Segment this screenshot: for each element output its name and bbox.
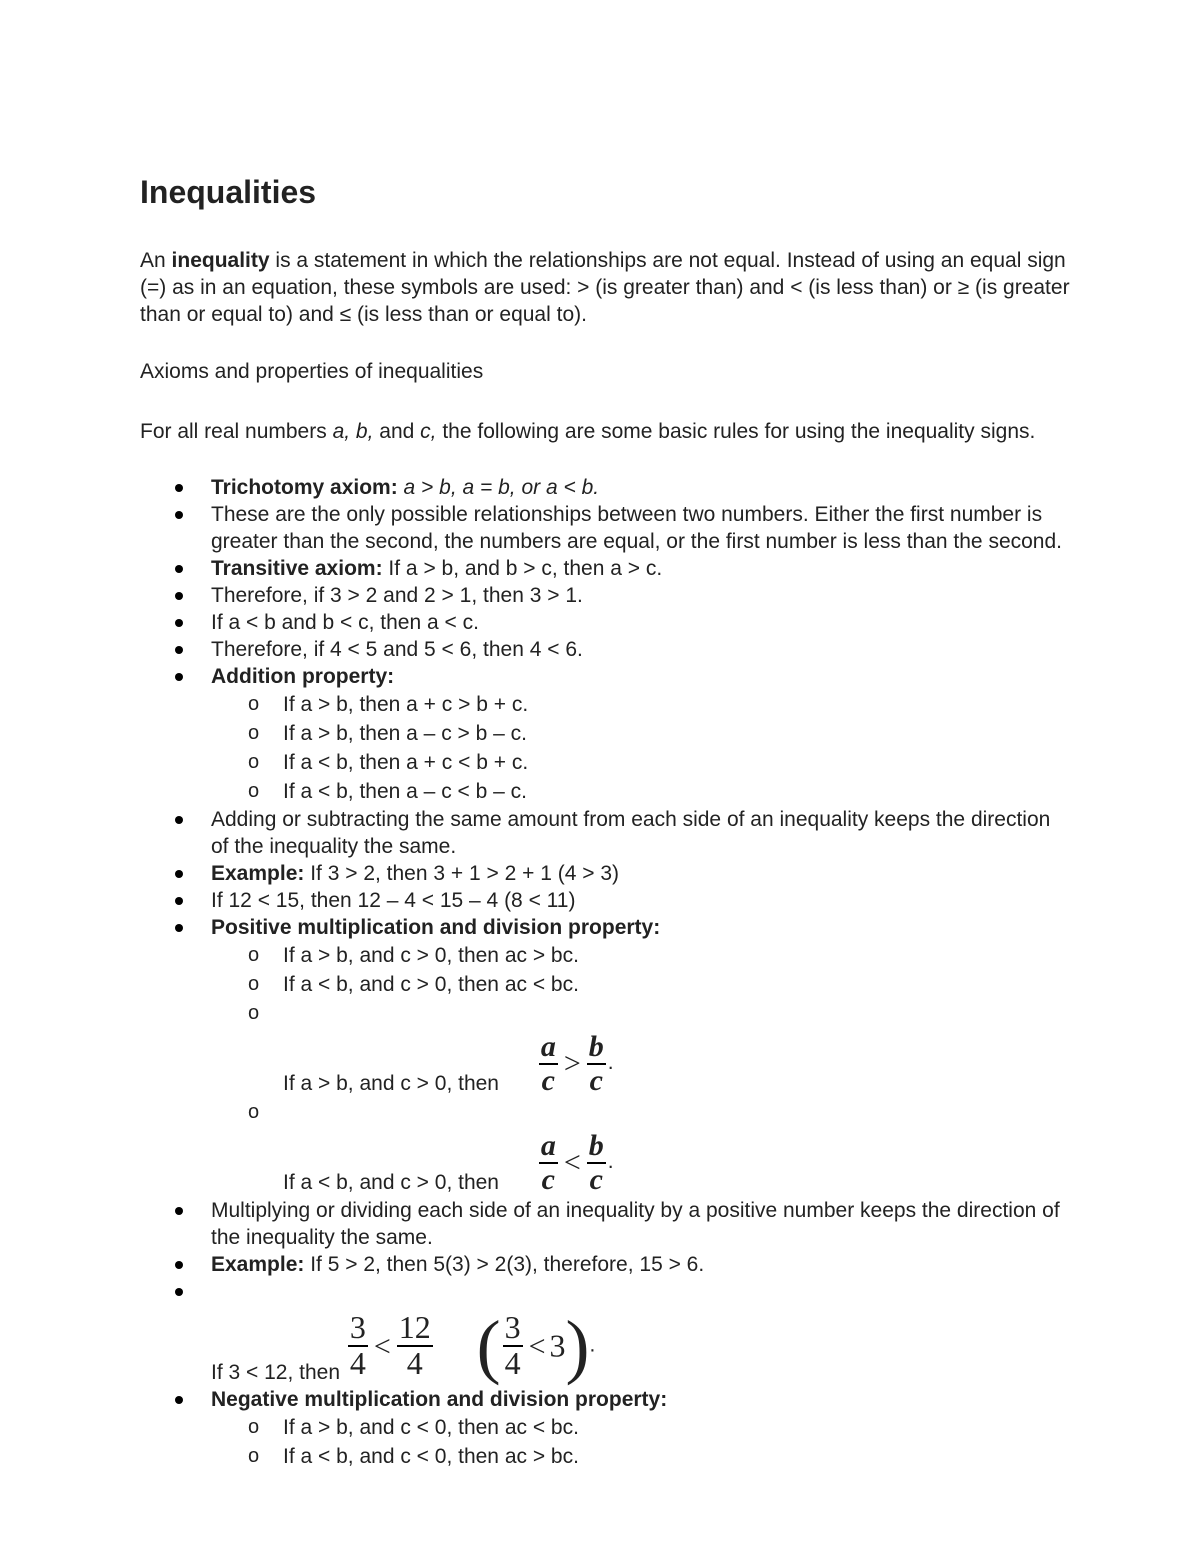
fraction-example: $\frac{3}{4}$ < $\frac{12}{4}$ ( $\frac{3}{4}$ < 3). (349, 1306, 596, 1386)
list-item: Adding or subtracting the same amount from each side of an inequality keeps the direction of the inequality the same. (140, 806, 1070, 860)
fraction-inequality: $\frac{a}{c}$ > $\frac{b}{c}$ . (540, 1030, 614, 1097)
list-item: Multiplying or dividing each side of an inequality by a positive number keeps the direction of the inequality the same. (140, 1197, 1070, 1251)
sub-item: o If a < b, and c > 0, then ac < bc. (211, 970, 1070, 999)
sub-item: o If a > b, and c > 0, then ac > bc. (211, 941, 1070, 970)
addition-sublist (211, 690, 1070, 806)
list-item: Addition property: o If a > b, then a + c > b + c. o If a > b, then a – c > b – c. o If a < b, then a + c < b + c. o If a < b, then a – c < b – c. (140, 663, 1070, 806)
list-item: If 12 < 15, then 12 – 4 < 15 – 4 (8 < 11) (140, 887, 1070, 914)
list-item: These are the only possible relationships between two numbers. Either the first number is greater than the second, the numbers are equal, or the first number is less than the second. (140, 501, 1070, 555)
sub-item: o If a > b, and c < 0, then ac < bc. (211, 1413, 1070, 1442)
section-heading: Axioms and properties of inequalities (140, 360, 484, 383)
list-item: Therefore, if 4 < 5 and 5 < 6, then 4 < 6. (140, 636, 1070, 663)
list-item: If 3 < 12, then $\frac{3}{4}$ < $\frac{12}{4}$ ( $\frac{3}{4}$ < 3). (140, 1278, 1070, 1386)
intro-paragraph: An inequality is a statement in which the relationships are not equal. Instead of using an equal sign (=) as in an equation, these symbols are used: > (is greater than) and < (is less than) or ≥ (is greater than or equal to) and ≤ (is less than or equal to). (140, 249, 1070, 326)
list-item: Transitive axiom: If a > b, and b > c, then a > c. (140, 555, 1070, 582)
sub-item: o If a < b, then a + c < b + c. (211, 748, 1070, 777)
sub-item: o If a < b, and c < 0, then ac > bc. (211, 1442, 1070, 1471)
fraction-inequality: $\frac{a}{c}$ < $\frac{b}{c}$ . (540, 1129, 614, 1196)
sub-item: o If a > b, and c > 0, then $\frac{a}{c}$ > $\frac{b}{c}$ . (211, 999, 1070, 1098)
rules-intro: For all real numbers a, b, and c, the following are some basic rules for using the inequality signs. (140, 420, 1036, 443)
list-item: Therefore, if 3 > 2 and 2 > 1, then 3 > 1. (140, 582, 1070, 609)
sub-item: o If a < b, and c > 0, then $\frac{a}{c}$ < $\frac{b}{c}$ . (211, 1098, 1070, 1197)
list-item: Negative multiplication and division property: o If a > b, and c < 0, then ac < bc. o If a < b, and c < 0, then ac > bc. (140, 1386, 1070, 1471)
negative-sublist (211, 1413, 1070, 1471)
sub-item: o If a < b, then a – c < b – c. (211, 777, 1070, 806)
list-item: If a < b and b < c, then a < c. (140, 609, 1070, 636)
sub-item: o If a > b, then a + c > b + c. (211, 690, 1070, 719)
list-item: Positive multiplication and division property: o If a > b, and c > 0, then ac > bc. o If a < b, and c > 0, then ac < bc. o If a > b, and c > 0, then $\frac{a}{c}$ > $\frac{b}{c}$ . o If a < b, and c > 0, then $\frac{a}{c}$ < $\frac{b}{c}$ . (140, 914, 1070, 1197)
sub-item: o If a > b, then a – c > b – c. (211, 719, 1070, 748)
page-title: Inequalities (140, 174, 317, 210)
list-item: Example: If 3 > 2, then 3 + 1 > 2 + 1 (4 > 3) (140, 860, 1070, 887)
list-item: Trichotomy axiom: a > b, a = b, or a < b. (140, 474, 1070, 501)
term-inequality: inequality (171, 249, 270, 272)
rules-list (140, 474, 1070, 1471)
document-page (140, 170, 1070, 1471)
positive-sublist (211, 941, 1070, 1197)
list-item: Example: If 5 > 2, then 5(3) > 2(3), therefore, 15 > 6. (140, 1251, 1070, 1278)
